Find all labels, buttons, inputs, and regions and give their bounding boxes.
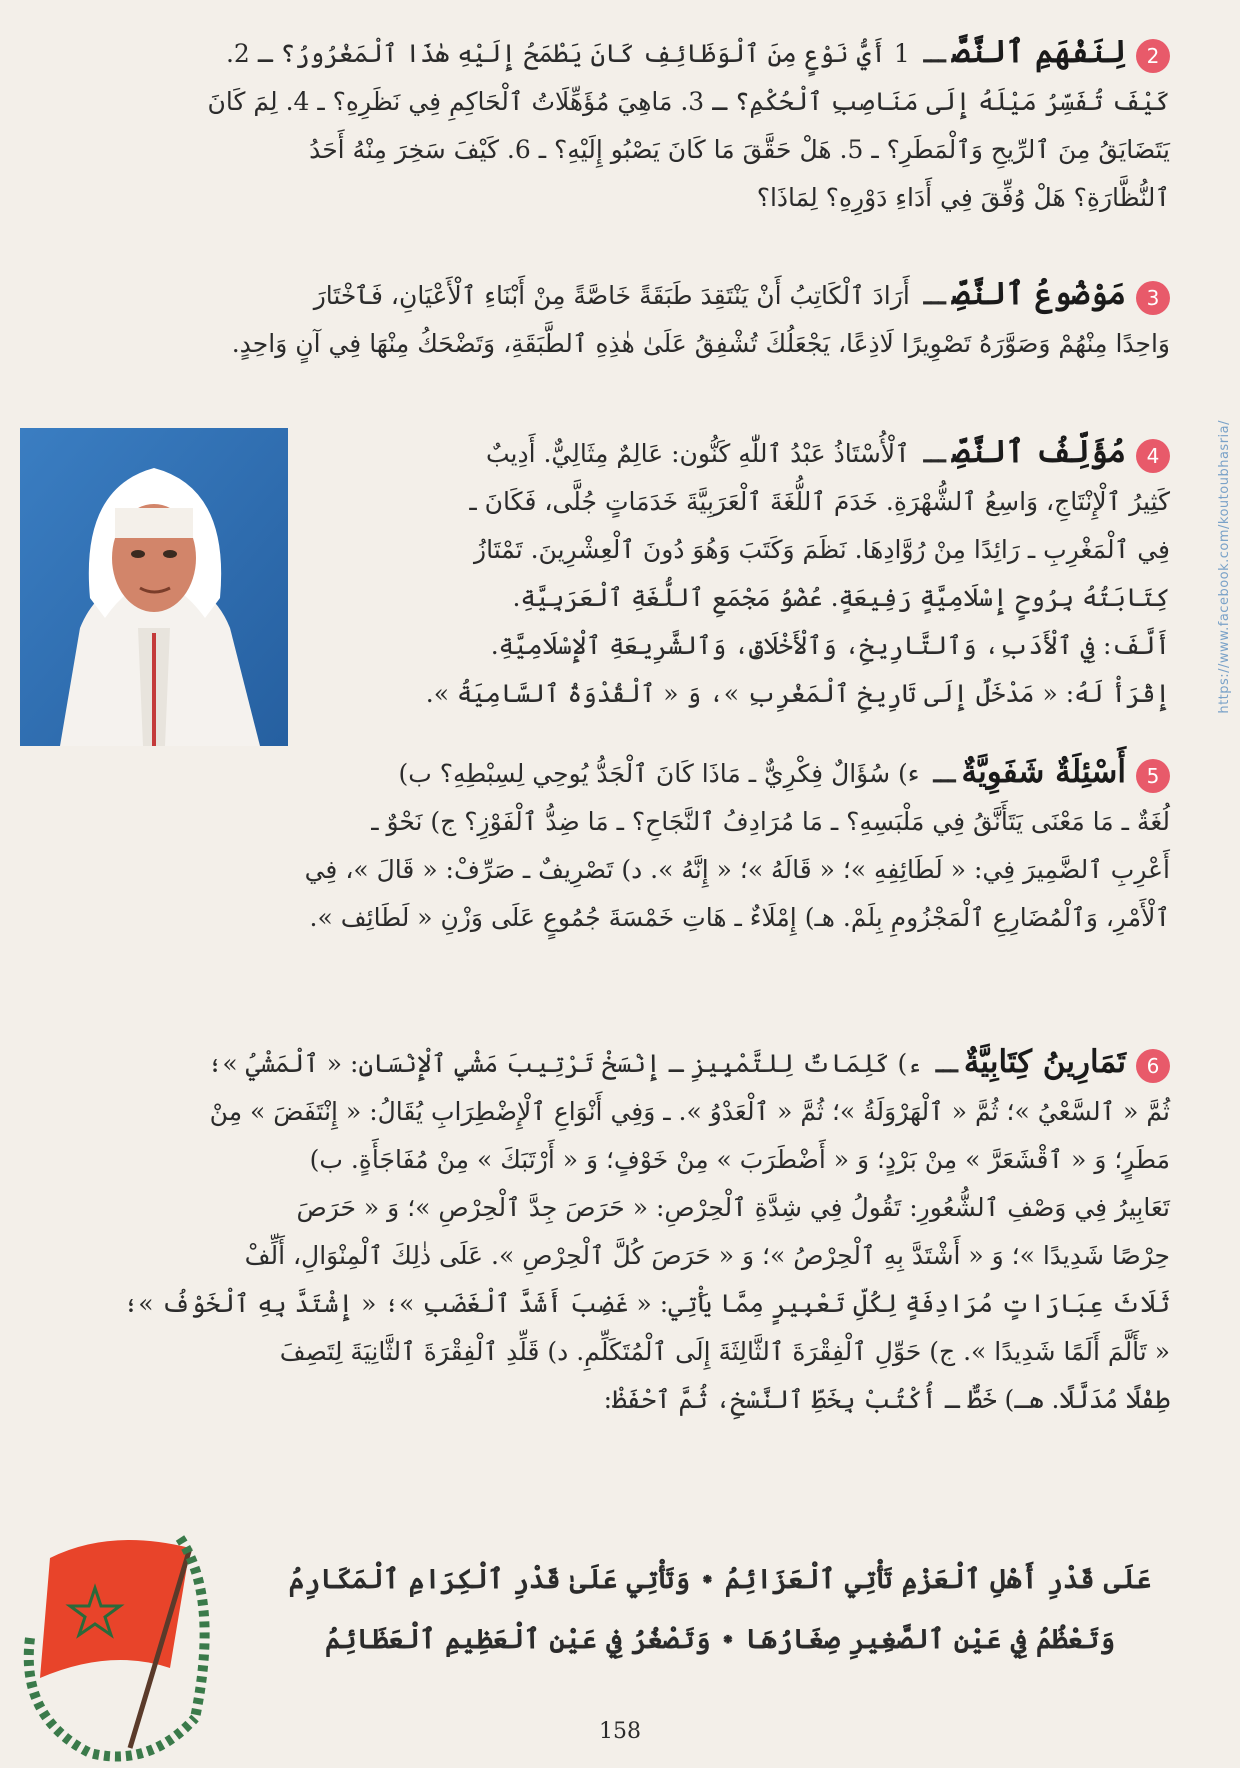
text-line: حِرْصًا شَدِيدًا »؛ وَ « أَشْتَدَّ بِهِ ٱلْحِرْصُ »؛ وَ « حَرَصَ كُلَّ ٱلْحِرْصِ ». عَلَى ذٰلِكَ ٱلْمِنْوَالِ، أَلِّفْ xyxy=(244,1241,1170,1270)
text-line: طِفْلًا مُدَلَّلًا. هـ) خَطٌّ ـ أُكْتُبْ بِخَطِّ ٱلنَّسْخِ، ثُمَّ ٱحْفَظْ: xyxy=(603,1385,1170,1414)
text-line: ٱلنُّظَّارَةِ؟ هَلْ وُفِّقَ فِي أَدَاءِ دَوْرِهِ؟ لِمَاذَا؟ xyxy=(756,183,1170,212)
author-portrait xyxy=(20,428,288,746)
text-line: فِي ٱلْمَغْرِبِ ـ رَائِدًا مِنْ رُوَّادِهَا. نَظَمَ وَكَتَبَ وَهُوَ دُونَ ٱلْعِشْرِينَ. تَمْتَازُ xyxy=(474,535,1170,564)
text-line: كَيْفَ تُفَسِّرُ مَيْلَهُ إِلَى مَنَاصِبِ ٱلْحُكْمِ؟ ـ 3. مَاهِيَ مُؤَهِّلَاتُ ٱلْحَاكِمِ فِي نَظَرِهِ؟ ـ 4. لِمَ كَانَ xyxy=(207,87,1170,116)
section-title: مَوْضُوعُ ٱلنَّصِّ xyxy=(951,276,1126,312)
text-line: وَاحِدًا مِنْهُمْ وَصَوَّرَهُ تَصْوِيرًا لَاذِعًا، يَجْعَلُكَ تُشْفِقُ عَلَىٰ هٰذِهِ ٱلطَّبَقَةِ، وَتَضْحَكُ مِنْهَا فِي آنٍ وَاحِدٍ. xyxy=(231,329,1170,358)
section-written-exercises: 6تَمَارِينُ كِتَابِيَّةٌـــ ء) كَلِمَاتٌ لِلتَّمْيِيزِ ـ إِنْسَخْ تَرْتِيبَ مَشْيِ ٱلْإِنْسَانِ: « ٱلْمَشْيُ »؛ ثُمَّ « ٱلسَّعْيُ »؛ ثُمَّ « ٱلْهَرْوَلَةُ »؛ ثُمَّ « ٱلْعَدْوُ ». ـ وَفِي أَنْوَاعِ ٱلْإِضْطِرَابِ يُقَالُ: « إِنْتَفَضَ » مِنْ مَطَرٍ؛ وَ « ٱقْشَعَرَّ » مِنْ بَرْدٍ؛ وَ « أَضْطَرَبَ » مِنْ خَوْفٍ؛ وَ « أَرْتَبَكَ » مِنْ مُفَاجَأَةٍ. ب) تَعَابِيرُ فِي وَصْفِ ٱلشُّعُورِ: تَقُولُ فِي شِدَّةِ ٱلْحِرْصِ: « حَرَصَ جِدَّ ٱلْحِرْصِ »؛ وَ « حَرَصَ حِرْصًا شَدِيدًا »؛ وَ « أَشْتَدَّ بِهِ ٱلْحِرْصُ »؛ وَ « حَرَصَ كُلَّ ٱلْحِرْصِ ». عَلَى ذٰلِكَ ٱلْمِنْوَالِ، أَلِّفْ ثَلَاثَ عِبَارَاتٍ مُرَادِفَةٍ لِكُلِّ تَعْبِيرٍ مِمَّا يَأْتِي: « غَضِبَ أَشَدَّ ٱلْغَضَبِ »؛ « إِشْتَدَّ بِهِ ٱلْخَوْفُ »؛ « تَأَلَّمَ أَلَمًا شَدِيدًا ». ج) حَوِّلِ ٱلْفِقْرَةَ ٱلثَّالِثَةَ إِلَى ٱلْمُتَكَلِّمِ. د) قَلِّدِ ٱلْفِقْرَةَ ٱلثَّانِيَةَ لِتَصِفَ طِفْلًا مُدَلَّلًا. هـ) خَطٌّ ـ أُكْتُبْ بِخَطِّ ٱلنَّسْخِ، ثُمَّ ٱحْفَظْ: xyxy=(20,1038,1170,1424)
text-line: ء) كَلِمَاتٌ لِلتَّمْيِيزِ ـ إِنْسَخْ تَرْتِيبَ مَشْيِ ٱلْإِنْسَانِ: « ٱلْمَشْيُ »؛ xyxy=(207,1049,922,1078)
section-number-badge: 3 xyxy=(1136,281,1170,315)
section-author: 4مُؤَلِّفُ ٱلنَّصِّـــ ٱلْأُسْتَاذُ عَبْدُ ٱللّٰهِ كَنُّون: عَالِمٌ مِثَالِيٌّ. أَدِيبٌ كَثِيرُ ٱلْإِنْتَاجِ، وَاسِعُ ٱلشُّهْرَةِ. خَدَمَ ٱللُّغَةَ ٱلْعَرَبِيَّةَ خَدَمَاتٍ جُلَّى، فَكَانَ ـ فِي ٱلْمَغْرِبِ ـ رَائِدًا مِنْ رُوَّادِهَا. نَظَمَ وَكَتَبَ وَهُوَ دُونَ ٱلْعِشْرِينَ. تَمْتَازُ كِتَابَتُهُ بِرُوحٍ إِسْلَامِيَّةٍ رَفِيعَةٍ. عُضْوُ مَجْمَعِ ٱللُّغَةِ ٱلْعَرَبِيَّةِ. أَلَّفَ: فِي ٱلْأَدَبِ، وَٱلتَّارِيخِ، وَٱلْأَخْلَاقِ، وَٱلشَّرِيعَةِ ٱلْإِسْلَامِيَّةِ. إِقْرَأْ لَهُ: « مَدْخَلٌ إِلَى تَارِيخِ ٱلْمَغْرِبِ »، وَ « ٱلْقُدْوَةُ ٱلسَّامِيَةُ ». xyxy=(300,428,1170,718)
text-line: مَطَرٍ؛ وَ « ٱقْشَعَرَّ » مِنْ بَرْدٍ؛ وَ « أَضْطَرَبَ » مِنْ خَوْفٍ؛ وَ « أَرْتَبَكَ » مِنْ مُفَاجَأَةٍ. ب) xyxy=(309,1145,1170,1174)
poem-verse: وَتَعْظُمُ فِي عَيْنِ ٱلصَّغِيرِ صِغَارُهَا ٭ وَتَصْغُرُ فِي عَيْنِ ٱلْعَظِيمِ ٱلْعَظَائِمُ xyxy=(324,1624,1116,1655)
section-number-badge: 4 xyxy=(1136,439,1170,473)
text-line: 1 أَيُّ نَوْعٍ مِنَ ٱلْوَظَائِفِ كَانَ يَطْمَحُ إِلَيْهِ هٰذَا ٱلْمَغْرُورُ؟ ـ 2. xyxy=(225,39,910,68)
section-title: مُؤَلِّفُ ٱلنَّصِّ xyxy=(951,434,1126,470)
section-text-topic: 3مَوْضُوعُ ٱلنَّصِّـــ أَرَادَ ٱلْكَاتِبُ أَنْ يَنْتَقِدَ طَبَقَةً خَاصَّةً مِنْ أَبْنَاءِ ٱلْأَعْيَانِ، فَٱخْتَارَ وَاحِدًا مِنْهُمْ وَصَوَّرَهُ تَصْوِيرًا لَاذِعًا، يَجْعَلُكَ تُشْفِقُ عَلَىٰ هٰذِهِ ٱلطَّبَقَةِ، وَتَضْحَكُ مِنْهَا فِي آنٍ وَاحِدٍ. xyxy=(20,270,1170,368)
text-line: ء) سُؤَالٌ فِكْرِيٌّ ـ مَاذَا كَانَ ٱلْجَدُّ يُوحِي لِسِبْطِهِ؟ ب) xyxy=(398,759,920,788)
section-number-badge: 2 xyxy=(1136,39,1170,73)
text-line: أَرَادَ ٱلْكَاتِبُ أَنْ يَنْتَقِدَ طَبَقَةً خَاصَّةً مِنْ أَبْنَاءِ ٱلْأَعْيَانِ، فَٱخْتَارَ xyxy=(313,281,910,310)
text-line: أَعْرِبِ ٱلضَّمِيرَ فِي: « لَطَائِفِهِ »؛ « قَالَهُ »؛ « إِنَّهُ ». د) تَصْرِيفٌ ـ صَرِّفْ: « قَالَ »، فِي xyxy=(304,855,1170,884)
text-line: يَتَضَايَقُ مِنَ ٱلرِّيحِ وَٱلْمَطَرِ؟ ـ 5. هَلْ حَقَّقَ مَا كَانَ يَصْبُو إِلَيْهِ؟ ـ 6. كَيْفَ سَخِرَ مِنْهُ أَحَدُ xyxy=(309,135,1170,164)
text-line: أَلَّفَ: فِي ٱلْأَدَبِ، وَٱلتَّارِيخِ، وَٱلْأَخْلَاقِ، وَٱلشَّرِيعَةِ ٱلْإِسْلَامِيَّةِ. xyxy=(490,631,1170,660)
text-line: ثُمَّ « ٱلسَّعْيُ »؛ ثُمَّ « ٱلْهَرْوَلَةُ »؛ ثُمَّ « ٱلْعَدْوُ ». ـ وَفِي أَنْوَاعِ ٱلْإِضْطِرَابِ يُقَالُ: « إِنْتَفَضَ » مِنْ xyxy=(209,1097,1170,1126)
text-line: كِتَابَتُهُ بِرُوحٍ إِسْلَامِيَّةٍ رَفِيعَةٍ. عُضْوُ مَجْمَعِ ٱللُّغَةِ ٱلْعَرَبِيَّةِ. xyxy=(512,583,1170,612)
text-line: لُغَةٌ ـ مَا مَعْنَى يَتَأَنَّقُ فِي مَلْبَسِهِ؟ ـ مَا مُرَادِفُ ٱلنَّجَاحِ؟ ـ مَا ضِدُّ ٱلْفَوْزِ؟ ج) نَحْوٌ ـ xyxy=(371,807,1170,836)
text-line: ٱلْأُسْتَاذُ عَبْدُ ٱللّٰهِ كَنُّون: عَالِمٌ مِثَالِيٌّ. أَدِيبٌ xyxy=(485,439,910,468)
text-line: تَعَابِيرُ فِي وَصْفِ ٱلشُّعُورِ: تَقُولُ فِي شِدَّةِ ٱلْحِرْصِ: « حَرَصَ جِدَّ ٱلْحِرْصِ »؛ وَ « حَرَصَ xyxy=(296,1193,1170,1222)
section-title: تَمَارِينُ كِتَابِيَّةٌ xyxy=(963,1044,1126,1080)
watermark-url: https://www.facebook.com/koutoubhasria/ xyxy=(1217,420,1232,714)
section-oral-questions: 5أَسْئِلَةٌ شَفَوِيَّةٌـــ ء) سُؤَالٌ فِكْرِيٌّ ـ مَاذَا كَانَ ٱلْجَدُّ يُوحِي لِسِبْطِهِ؟ ب) لُغَةٌ ـ مَا مَعْنَى يَتَأَنَّقُ فِي مَلْبَسِهِ؟ ـ مَا مُرَادِفُ ٱلنَّجَاحِ؟ ـ مَا ضِدُّ ٱلْفَوْزِ؟ ج) نَحْوٌ ـ أَعْرِبِ ٱلضَّمِيرَ فِي: « لَطَائِفِهِ »؛ « قَالَهُ »؛ « إِنَّهُ ». د) تَصْرِيفٌ ـ صَرِّفْ: « قَالَ »، فِي ٱلْأَمْرِ، وَٱلْمُضَارِعِ ٱلْمَجْزُومِ بِلَمْ. هـ) إِمْلَاءٌ ـ هَاتِ خَمْسَةَ جُمُوعٍ عَلَى وَزْنِ « لَطَائِف ». xyxy=(20,748,1170,942)
text-line: إِقْرَأْ لَهُ: « مَدْخَلٌ إِلَى تَارِيخِ ٱلْمَغْرِبِ »، وَ « ٱلْقُدْوَةُ ٱلسَّامِيَةُ ». xyxy=(425,679,1170,708)
poem-verses xyxy=(270,1550,1170,1670)
section-number-badge: 6 xyxy=(1136,1049,1170,1083)
section-understand-text: 2لِنَفْهَمِ ٱلنَّصَّـــ 1 أَيُّ نَوْعٍ مِنَ ٱلْوَظَائِفِ كَانَ يَطْمَحُ إِلَيْهِ هٰذَا ٱلْمَغْرُورُ؟ ـ 2. كَيْفَ تُفَسِّرُ مَيْلَهُ إِلَى مَنَاصِبِ ٱلْحُكْمِ؟ ـ 3. مَاهِيَ مُؤَهِّلَاتُ ٱلْحَاكِمِ فِي نَظَرِهِ؟ ـ 4. لِمَ كَانَ يَتَضَايَقُ مِنَ ٱلرِّيحِ وَٱلْمَطَرِ؟ ـ 5. هَلْ حَقَّقَ مَا كَانَ يَصْبُو إِلَيْهِ؟ ـ 6. كَيْفَ سَخِرَ مِنْهُ أَحَدُ ٱلنُّظَّارَةِ؟ هَلْ وُفِّقَ فِي أَدَاءِ دَوْرِهِ؟ لِمَاذَا؟ xyxy=(20,28,1170,222)
poem-verse: عَلَى قَدْرِ أَهْلِ ٱلْعَزْمِ تَأْتِي ٱلْعَزَائِمُ ٭ وَتَأْتِي عَلَىٰ قَدْرِ ٱلْكِرَامِ ٱلْمَكَارِمُ xyxy=(288,1564,1152,1595)
text-line: « تَأَلَّمَ أَلَمًا شَدِيدًا ». ج) حَوِّلِ ٱلْفِقْرَةَ ٱلثَّالِثَةَ إِلَى ٱلْمُتَكَلِّمِ. د) قَلِّدِ ٱلْفِقْرَةَ ٱلثَّانِيَةَ لِتَصِفَ xyxy=(279,1337,1170,1366)
text-line: كَثِيرُ ٱلْإِنْتَاجِ، وَاسِعُ ٱلشُّهْرَةِ. خَدَمَ ٱللُّغَةَ ٱلْعَرَبِيَّةَ خَدَمَاتٍ جُلَّى، فَكَانَ ـ xyxy=(469,487,1170,516)
page-number: 158 xyxy=(599,1719,641,1744)
text-line: ثَلَاثَ عِبَارَاتٍ مُرَادِفَةٍ لِكُلِّ تَعْبِيرٍ مِمَّا يَأْتِي: « غَضِبَ أَشَدَّ ٱلْغَضَبِ »؛ « إِشْتَدَّ بِهِ ٱلْخَوْفُ »؛ xyxy=(123,1289,1170,1318)
section-title: لِنَفْهَمِ ٱلنَّصَّ xyxy=(951,34,1126,70)
text-line: ٱلْأَمْرِ، وَٱلْمُضَارِعِ ٱلْمَجْزُومِ بِلَمْ. هـ) إِمْلَاءٌ ـ هَاتِ خَمْسَةَ جُمُوعٍ عَلَى وَزْنِ « لَطَائِف ». xyxy=(309,903,1170,932)
section-title: أَسْئِلَةٌ شَفَوِيَّةٌ xyxy=(961,754,1126,790)
section-number-badge: 5 xyxy=(1136,759,1170,793)
textbook-page xyxy=(20,28,1170,1728)
